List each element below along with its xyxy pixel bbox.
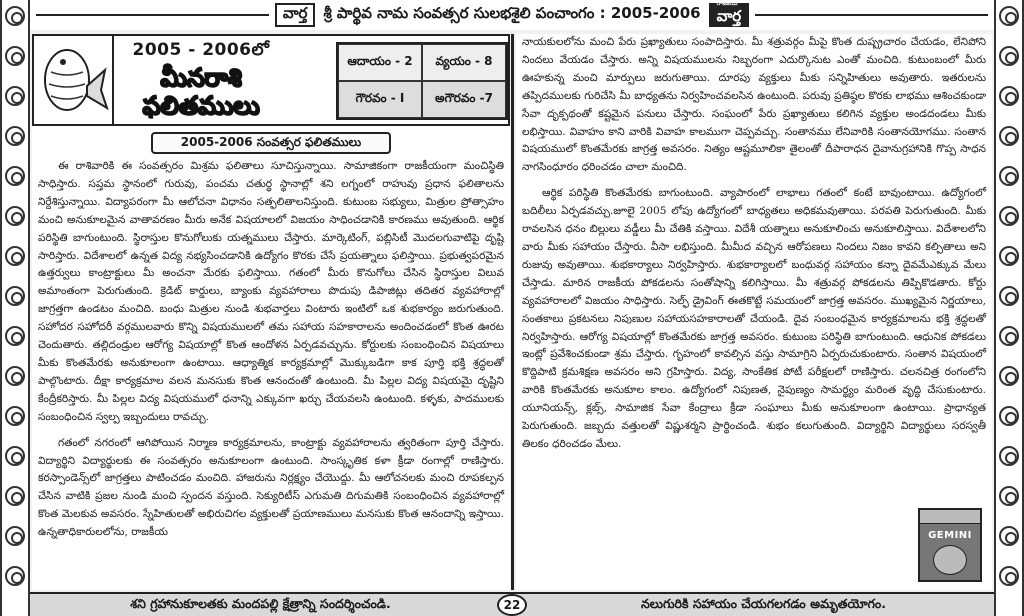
ornament-icon bbox=[999, 566, 1019, 586]
left-ornamental-border bbox=[0, 0, 30, 616]
header-rule bbox=[36, 14, 269, 16]
ornament-icon bbox=[999, 166, 1019, 186]
stat-income: ఆదాయం - 2 bbox=[338, 44, 422, 81]
stat-dishonor: అగౌరవం -7 bbox=[422, 81, 506, 118]
ornament-icon bbox=[5, 246, 25, 266]
ornament-icon bbox=[999, 526, 1019, 546]
left-column bbox=[32, 34, 510, 590]
gemini-ad bbox=[918, 508, 982, 582]
ornament-icon bbox=[999, 486, 1019, 506]
banner-year: 2005 - 2006లో bbox=[132, 40, 270, 60]
banner-title bbox=[114, 36, 288, 124]
ornament-icon bbox=[999, 446, 1019, 466]
footer-left-text: శని గ్రహానుకూలతకు మందపల్లి క్షేత్రాన్ని సందర్శించండి. bbox=[130, 595, 391, 611]
ornament-icon bbox=[5, 6, 25, 26]
section-heading: 2005-2006 సంవత్సర ఫలితములు bbox=[151, 132, 391, 154]
body-paragraph: నాయకులలోను మంచి పేరు ప్రఖ్యాతులు సంపాదిస్తారు. మీ శత్రువర్గం మీపై కొంత దుష్ప్రచారం చేయడం, లేనిపోని నిందలు వేయడం చేస్తారు. అన్ని విషయములను నిబ్బరంగా ఎదుర్కొనుట ఎంతో మంచిది. కుటుంబంలో మీరు ఊహకున్న మంచి మార్పులు జరుగుతాయి. దూరపు వ్యక్తులు మీకు సన్నిహితులు అవుతారు. ఇతరులను తప్పిదములకు గురిచేసి మీ బాధ్యతను నిర్వహించవలసిన ఉంటుంది. పరువు ప్రతిష్ఠల కొరకు లాభము ఆశించకుండా సేవా దృక్పథంతో కష్టమైన పనులు చేస్తారు. సంఘంలో పేరు ప్రఖ్యాతులు కలిగిన వ్యక్తుల అండదండలు మీకు లభిస్తాయి. వివాహం కాని వారికి వివాహ కాలముగా చెప్పవచ్చు. సంతానము లేనివారికి సంతానయోగము. సంతాన విషయములో కొంతమేరకు జాగ్రత్త అవసరం. నిత్యం ఆష్టమూలికా తైలంతో దీపారాధన దైవానుగ్రహానికి గొప్ప సాధన నాగసింధూరం ధరించడం చాలా మంచిది. bbox=[522, 36, 986, 174]
ornament-icon bbox=[5, 566, 25, 586]
ad-product-image bbox=[933, 545, 967, 575]
ornament-icon bbox=[999, 206, 1019, 226]
zodiac-banner bbox=[32, 34, 510, 126]
ornament-icon bbox=[5, 86, 25, 106]
page-header bbox=[30, 0, 994, 30]
ornament-icon bbox=[5, 166, 25, 186]
ornament-icon bbox=[5, 126, 25, 146]
ad-top-band bbox=[920, 510, 980, 524]
brand-logo-left: వార్త bbox=[275, 3, 316, 27]
banner-results-label: ఫలితములు bbox=[142, 91, 260, 120]
pisces-fish-icon bbox=[34, 36, 114, 124]
ornament-icon bbox=[5, 406, 25, 426]
ornament-icon bbox=[999, 126, 1019, 146]
footer-right-text: నలుగురికి సహాయం చేయగలగడం అమృతయోగం. bbox=[640, 595, 886, 611]
ornament-icon bbox=[5, 526, 25, 546]
body-paragraph: ఈ రాశివారికి ఈ సంవత్సరం మిశ్రమ ఫలితాలు సూచిస్తున్నాయి. సామాజికంగా రాజకీయంగా మంచిస్థితి సాధిస్తారు. సప్తమ స్థానంలో గురువు, పంచమ చతుర్థ స్థానాల్లో శని లగ్నంలో రాహువు ప్రధాన ఫలితాలను నిర్దేశిస్తున్నాయి. విద్యాపరంగా మీ ఆలోచనా విధానం సత్ఫలితాలనిస్తుంది. కుటుంబ సభ్యులు, మిత్రుల ప్రోత్సాహం మంచి అనుకూలమైన వాతావరణం మీరు అనేక విషయాలలో విజయం సాధించడానికి కారణము అవుతుంది. ఆర్థిక పరిస్థితి బాగుంటుంది. స్థిరాస్తుల కొనుగోలుకు యత్నములు చేస్తారు. మార్కెటింగ్, పబ్లిసిటీ మొదలగువాటిపై దృష్టి సారిస్తారు. విదేశాలలో ఉన్నత విద్య నభ్యసించడానికి ఉద్యోగం కొరకు చేసే ప్రయత్నాలు ఫలిస్తాయి. ప్రభుత్వపరమైన ఉత్తర్వులు కాంట్రాక్టులు మీ అంచనా మేరకు ఫలిస్తాయి. గతంలో మీరు కొనుగోలు చేసిన స్థిరాస్తుల విలువ అమాంతంగా పెరుగుతుంది. క్రెడిట్ కార్డులు, బ్యాంకు వ్యవహారాలు పొదుపు డిపాజిట్లు తదితర వ్యవహారాల్లో జాగ్రత్తగా ఉండటం మంచిది. బంధు మిత్రుల నుండి శుభవార్తలు వింటారు ఇంటిలో ఒక శుభకార్యం జరుగుతుంది. సహోదర సహోదరీ వర్గములవారు కొన్ని విషయములలో తమ సహాయ సహకారాలను అందించడంలో కొంత ఊరట చెందుతారు. తల్లిదండ్రుల ఆరోగ్య విషయాల్లో కొంత ఆందోళన ఏర్పడవచ్చును. కోర్టులకు సంబంధించిన విషయాలు మీకు కొంతమేరకు అనుకూలంగా ఉంటాయి. ఆధ్యాత్మిక కార్యక్రమాల్లో మొక్కుబడిగా కాక పూర్తి భక్తి శ్రద్ధలతో పాల్గొంటారు. దీక్షా కార్యక్రమాల వలన మనసుకు కొంత ఆనందంతో ఉంటుంది. మీ పిల్లల విద్య విషయమై దృష్టిని కేంద్రీకరిస్తారు. మీ పిల్లల విద్య విషయములో ధనాన్ని ఎక్కువగా ఖర్చు చేయవలసి ఉంటుంది. కళ్ళకు, పాదములకు సంబంధించిన స్వల్ప ఇబ్బందులు రావచ్చు. bbox=[38, 160, 504, 423]
ornament-icon bbox=[5, 286, 25, 306]
ad-brand: GEMINI bbox=[928, 530, 972, 541]
body-paragraph: ఆర్థిక పరిస్థితి కొంతమేరకు బాగుంటుంది. వ్యాపారంలో లాభాలు గతంలో కంటే బావుంటాయి. ఉద్యోగంలో బదిలీలు ఏర్పడవచ్చు.జూలై 2005 లోపు ఉద్యోగంలో బాధ్యతలు అధికమవుతాయి. పరపతి పెరుగుతుంది. మీకు రావలసిన ధనం బిల్లులు వడ్డీలు మీ చేతికి వస్తాయి. విదేశీ యత్నాలు అనుకూలించు అనుకూలిస్తాయి. విదేశాలలోని వారు మీకు సహాయం చేస్తారు. వీసా లభిస్తుంది. మీమీద వచ్చిన ఆరోపణలు నిందలు నిజం కావని కల్పితాలు అని రుజువు అవుతాయి. శుభకార్యాలు నిర్వహిస్తారు. శుభకార్యాలలో బంధువర్గ సహాయం కన్నా దైవమేఎక్కువ మేలు చేస్తాడు. మారిన రాజకీయ పోకడలను సంతోషాన్ని కలిగిస్తాయి. మీ శత్రువర్గ పోకడలను తిప్పికొడతారు. కోర్టు వ్యవహారాలలో విజయం సాధిస్తారు. సెల్ఫ్ డ్రైవింగ్ ఈతకొట్టే సమయంలో జాగ్రత్త అవసరం. ముఖ్యమైన నిర్ణయాలు, సంతకాలు ప్రకటనలు నిపుణుల సహాయసహకారాలతో చేయండి. దైవ సంబంధమైన కార్యక్రమాలను భక్తి శ్రద్ధలతో నిర్వహిస్తారు. ఆరోగ్య విషయాల్లో కొంతమేరకు జాగ్రత్త అవసరం. కుటుంబ పరిస్థితి బాగుంటుంది. ఆధునిక పోకడలు ఇంట్లో ప్రవేశించకుండా శ్రమ చేస్తారు. గృహంలో కావల్సిన వస్తు సామాగ్రిని ఏర్పరుచుకుంటారు. సంతాన విషయంలో కొద్దిపాటి క్రమశిక్షణ అవసరం అని గ్రహిస్తారు. విద్య, సాంకేతిక పోటీ పరీక్షలలో రాణిస్తారు. చలనచిత్ర రంగంలోని వారికి కొంతమేరకు అనుకూల కాలం. ఉద్యోగంలో నిపుణత, నైపుణ్యం సామర్థ్యం మరింత వృద్ధి చేసుకుంటారు. యూనియన్స్, క్లబ్స్, సామాజిక సేవా కేంద్రాలు క్రీడా సంఘాలు మీకు అనుకూలంగా ఉంటాయి. ప్రాధాన్యత పెరుగుతుంది. జబ్బదు వత్తులతో విష్ణుశర్మని ప్రార్థించండి. శుభం కలుగుతుంది. విద్యార్థిని విద్యార్థులు సరస్వతీ తిలకం ధరించడం మేలు. bbox=[522, 187, 986, 450]
page-title: శ్రీ పార్థివ నామ సంవత్సర సులభశైలి పంచాంగం : 2005-2006 bbox=[323, 4, 701, 22]
stat-honor: గౌరవం - I bbox=[338, 81, 422, 118]
page-footer bbox=[30, 592, 994, 616]
banner-sign-name: మీనరాశి bbox=[160, 63, 242, 92]
page-number: 22 bbox=[497, 594, 527, 616]
brand-logo-right-main: వార్త bbox=[716, 7, 742, 25]
right-column bbox=[516, 34, 992, 590]
ornament-icon bbox=[999, 86, 1019, 106]
brand-logo-right bbox=[709, 0, 750, 27]
brand-logo-right-small: రాజకీయ bbox=[716, 0, 738, 7]
ornament-icon bbox=[5, 446, 25, 466]
ornament-icon bbox=[999, 6, 1019, 26]
right-ornamental-border bbox=[994, 0, 1024, 616]
ornament-icon bbox=[999, 46, 1019, 66]
ornament-icon bbox=[5, 46, 25, 66]
ornament-icon bbox=[999, 246, 1019, 266]
column-divider bbox=[511, 34, 514, 590]
ornament-icon bbox=[999, 366, 1019, 386]
stat-expense: వ్యయం - 8 bbox=[422, 44, 506, 81]
ornament-icon bbox=[999, 406, 1019, 426]
header-rule bbox=[755, 14, 988, 16]
ornament-icon bbox=[999, 286, 1019, 306]
ornament-icon bbox=[999, 326, 1019, 346]
ornament-icon bbox=[5, 206, 25, 226]
body-paragraph: గతంలో నగరంలో ఆగిపోయిన నిర్మాణ కార్యక్రమాలను, కాంట్రాక్టు వ్యవహారాలను త్వరితంగా పూర్తి చేస్తారు. విద్యార్థిని విద్యార్థులకు ఈ సంవత్సరం అనుకూలంగా ఉంటుంది. సాంస్కృతిక కళా క్రీడా రంగాల్లో రాణిస్తారు. కరస్పాండెన్స్‌లో జాగ్రత్తలు పాటించడం మంచిది. హాజరును నిర్లక్ష్యం చేయొద్దు. మీ ఆలోచనలకు మంచి రూపకల్పన చేసిన వాటికి ప్రజల నుండి మంచి స్పందన వస్తుంది. సెక్యురిటీస్ ఎగుమతి దిగుమతికి సంబంధించిన వ్యవహారాల్లో కొంత మెలకువ అవసరం. స్నేహితులతో అభిరుచిగల వ్యక్తులతో ప్రయాణములు మనసుకు కొంత ఆనందాన్ని ఇస్తాయి. ఉన్నతాధికారులలోను, రాజకీయ bbox=[38, 436, 504, 539]
ornament-icon bbox=[5, 366, 25, 386]
stats-grid bbox=[336, 42, 508, 120]
ornament-icon bbox=[5, 486, 25, 506]
brand-logo-right-text bbox=[717, 1, 742, 29]
ornament-icon bbox=[5, 326, 25, 346]
